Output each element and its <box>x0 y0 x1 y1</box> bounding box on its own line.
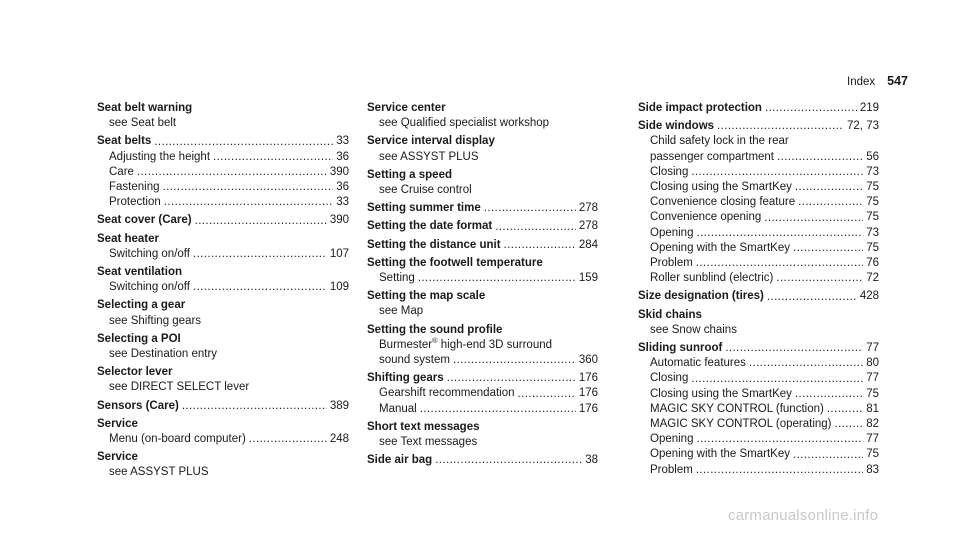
sub-entry <box>97 150 349 165</box>
entry-heading <box>97 213 349 228</box>
entry-heading <box>638 119 879 134</box>
leader-dots <box>827 402 863 417</box>
sub-entry-label: Problem <box>650 257 693 270</box>
sub-entry-label: Opening with the SmartKey <box>650 241 790 254</box>
entry-heading-page[interactable]: 33 <box>336 135 349 148</box>
leader-dots <box>764 211 863 226</box>
entry-heading-label: Selecting a gear <box>97 299 186 312</box>
sub-entry-label: Closing using the SmartKey <box>650 181 792 194</box>
sub-entry-label: see DIRECT SELECT lever <box>109 381 250 394</box>
sub-entry <box>638 165 879 180</box>
entry-heading <box>97 417 349 432</box>
leader-dots <box>418 271 576 286</box>
entry-heading-page[interactable]: 38 <box>585 454 598 467</box>
leader-dots <box>717 119 844 134</box>
index-entry <box>367 134 598 164</box>
sub-entry-label: Convenience opening <box>650 211 762 224</box>
sub-entry-label: MAGIC SKY CONTROL (operating) <box>650 418 832 431</box>
sub-entry-page[interactable]: 72 <box>866 272 879 285</box>
sub-entry-page[interactable]: 77 <box>866 433 879 446</box>
page-header <box>847 74 908 90</box>
entry-heading-label: Shifting gears <box>367 372 444 385</box>
index-entry <box>367 371 598 417</box>
sub-entry <box>97 347 349 362</box>
sub-entry <box>367 116 598 131</box>
leader-dots <box>777 150 863 165</box>
sub-entry-page[interactable]: 56 <box>866 150 879 163</box>
entry-heading <box>97 232 349 247</box>
entry-heading-label: Setting the footwell temperature <box>367 256 543 269</box>
sub-entry <box>638 463 879 478</box>
leader-dots <box>691 165 863 180</box>
index-entry <box>638 101 879 116</box>
entry-heading <box>97 298 349 313</box>
index-entry <box>367 453 598 468</box>
index-entry <box>367 201 598 216</box>
sub-entry-label: Care <box>109 165 134 178</box>
entry-heading <box>367 219 598 234</box>
entry-heading <box>638 341 879 356</box>
leader-dots <box>835 417 864 432</box>
sub-entry <box>97 247 349 262</box>
leader-dots <box>504 238 576 253</box>
entry-heading-label: Side impact protection <box>638 102 762 114</box>
entry-heading-label: Side air bag <box>367 454 433 467</box>
entry-heading-label: Setting the date format <box>367 220 493 233</box>
index-column-1 <box>97 101 349 484</box>
entry-heading-label: Service <box>97 451 138 464</box>
index-entry <box>638 341 879 478</box>
sub-entry-page[interactable]: 75 <box>866 181 879 194</box>
leader-dots <box>518 387 576 402</box>
entry-heading <box>638 308 879 323</box>
entry-heading-page[interactable]: 284 <box>578 238 598 251</box>
entry-heading-label: Sensors (Care) <box>97 399 179 412</box>
sub-entry <box>367 435 598 450</box>
sub-entry <box>367 150 598 165</box>
sub-entry <box>367 183 598 198</box>
leader-dots <box>691 372 863 387</box>
sub-entry <box>367 271 598 286</box>
sub-entry <box>367 353 598 368</box>
index-entry <box>367 323 598 369</box>
sub-entry-label: Opening <box>650 226 694 239</box>
index-column-2 <box>367 101 598 471</box>
sub-entry <box>638 241 879 256</box>
entry-heading <box>97 399 349 414</box>
leader-dots <box>795 180 863 195</box>
sub-entry-page[interactable]: 176 <box>578 402 598 415</box>
index-entry <box>367 219 598 234</box>
index-column-3 <box>638 101 879 481</box>
sub-entry-page[interactable]: 360 <box>578 354 598 367</box>
entry-heading-label: Setting the distance unit <box>367 238 501 251</box>
sub-entry-page[interactable]: 82 <box>866 418 879 431</box>
entry-heading <box>367 101 598 116</box>
sub-entry-label: sound system <box>379 354 450 367</box>
sub-entry-page[interactable]: 109 <box>329 281 349 294</box>
entry-heading <box>367 453 598 468</box>
entry-heading-label: Setting the map scale <box>367 290 486 303</box>
sub-entry-page[interactable]: 75 <box>866 448 879 461</box>
sub-entry-label: see Snow chains <box>650 323 737 336</box>
sub-entry <box>638 195 879 210</box>
sub-entry-label: see Shifting gears <box>109 314 202 327</box>
index-entry <box>97 365 349 395</box>
entry-heading-label: Selecting a POI <box>97 332 181 345</box>
entry-heading-page[interactable]: 176 <box>578 372 598 385</box>
sub-entry-page[interactable]: 176 <box>578 387 598 400</box>
leader-dots <box>696 226 863 241</box>
sub-entry-page[interactable]: 83 <box>866 463 879 476</box>
leader-dots <box>420 402 576 417</box>
leader-dots <box>447 371 576 386</box>
sub-entry <box>97 380 349 395</box>
entry-heading-label: Sliding sunroof <box>638 342 723 355</box>
index-entry <box>638 308 879 338</box>
sub-entry <box>638 256 879 271</box>
leader-dots <box>798 195 863 210</box>
entry-heading-page[interactable]: 428 <box>859 290 879 303</box>
leader-dots <box>453 353 576 368</box>
entry-heading <box>97 365 349 380</box>
sub-entry-label: Opening with the SmartKey <box>650 448 790 461</box>
entry-heading-page[interactable]: 390 <box>329 214 349 227</box>
index-entry <box>97 101 349 131</box>
entry-heading-page[interactable]: 72, 73 <box>847 120 879 133</box>
entry-heading-page[interactable]: 278 <box>578 220 598 233</box>
entry-heading-label: Seat heater <box>97 232 160 245</box>
sub-entry-page[interactable]: 36 <box>336 150 349 163</box>
sub-entry-label: Closing <box>650 372 689 385</box>
sub-entry-page[interactable]: 80 <box>866 357 879 370</box>
leader-dots <box>793 241 863 256</box>
watermark: carmanualsonline.info <box>728 507 879 524</box>
sub-entry-page[interactable]: 77 <box>866 372 879 385</box>
sub-entry-label: Burmester® high-end 3D surround <box>379 336 553 351</box>
sub-entry-label: see ASSYST PLUS <box>109 466 209 479</box>
sub-entry <box>638 150 879 165</box>
index-entry <box>97 450 349 480</box>
index-entry <box>367 420 598 450</box>
entry-heading <box>638 101 879 116</box>
index-entry <box>97 298 349 328</box>
entry-heading <box>367 134 598 149</box>
sub-entry-label: Roller sunblind (electric) <box>650 272 774 285</box>
sub-entry-page[interactable]: 73 <box>866 165 879 178</box>
sub-entry-label: Switching on/off <box>109 281 190 294</box>
index-entry <box>367 101 598 131</box>
index-entry <box>367 168 598 198</box>
leader-dots <box>163 180 334 195</box>
sub-entry <box>638 417 879 432</box>
entry-heading-label: Service <box>97 417 138 430</box>
sub-entry <box>367 338 598 353</box>
leader-dots <box>765 101 857 116</box>
entry-heading-label: Selector lever <box>97 366 173 379</box>
entry-heading <box>97 134 349 149</box>
sub-entry-label: Manual <box>379 402 417 415</box>
entry-heading-label: Seat ventilation <box>97 266 182 279</box>
sub-entry-label: Setting <box>379 272 415 285</box>
leader-dots <box>484 201 576 216</box>
sub-entry <box>638 356 879 371</box>
sub-entry-label: MAGIC SKY CONTROL (function) <box>650 402 824 415</box>
sub-entry-page[interactable]: 33 <box>336 196 349 209</box>
entry-heading <box>367 420 598 435</box>
sub-entry <box>638 447 879 462</box>
sub-entry-label: Closing <box>650 165 689 178</box>
sub-entry-label: Protection <box>109 196 161 209</box>
entry-heading <box>367 238 598 253</box>
leader-dots <box>776 271 863 286</box>
sub-entry-page[interactable]: 390 <box>329 165 349 178</box>
sub-entry-label: see Cruise control <box>379 184 472 197</box>
entry-heading <box>367 371 598 386</box>
index-entry <box>97 232 349 262</box>
sub-entry-label: Child safety lock in the rear <box>650 135 789 148</box>
leader-dots <box>696 256 863 271</box>
entry-heading <box>367 168 598 183</box>
sub-entry-label: Switching on/off <box>109 247 190 260</box>
sub-entry <box>638 323 879 338</box>
sub-entry-page[interactable]: 75 <box>866 387 879 400</box>
sub-entry-label: Opening <box>650 433 694 446</box>
entry-heading-label: Setting a speed <box>367 168 452 181</box>
sub-entry <box>638 432 879 447</box>
entry-heading-label: Size designation (tires) <box>638 290 764 303</box>
sub-entry-label: Problem <box>650 463 693 476</box>
sub-entry-label: see Seat belt <box>109 117 177 130</box>
leader-dots <box>749 356 863 371</box>
entry-heading <box>97 332 349 347</box>
sub-entry-page[interactable]: 248 <box>329 433 349 446</box>
sub-entry <box>638 210 879 225</box>
leader-dots <box>213 150 333 165</box>
leader-dots <box>164 195 333 210</box>
index-entry <box>638 119 879 286</box>
sub-entry <box>97 165 349 180</box>
sub-entry-label: Closing using the SmartKey <box>650 387 792 400</box>
sub-entry-page[interactable]: 75 <box>866 211 879 224</box>
sub-entry <box>97 314 349 329</box>
sub-entry-page[interactable]: 159 <box>578 272 598 285</box>
sub-entry <box>97 465 349 480</box>
entry-heading-label: Seat belt warning <box>97 102 193 114</box>
index-entry <box>97 399 349 414</box>
leader-dots <box>696 463 863 478</box>
sub-entry <box>367 386 598 401</box>
entry-heading-label: Setting summer time <box>367 202 481 215</box>
sub-entry-label: Gearshift recommendation <box>379 387 515 400</box>
sub-entry-page[interactable]: 76 <box>866 257 879 270</box>
sub-entry-page[interactable]: 75 <box>866 241 879 254</box>
leader-dots <box>696 432 863 447</box>
sub-entry <box>638 134 879 149</box>
leader-dots <box>193 280 327 295</box>
sub-entry-label: see ASSYST PLUS <box>379 150 479 163</box>
entry-heading <box>638 289 879 304</box>
entry-heading-label: Seat belts <box>97 135 152 148</box>
entry-heading-label: Seat cover (Care) <box>97 214 192 227</box>
sub-entry <box>367 304 598 319</box>
sub-entry-label: Convenience closing feature <box>650 196 796 209</box>
sub-entry <box>97 280 349 295</box>
leader-dots <box>137 165 327 180</box>
entry-heading <box>97 265 349 280</box>
entry-heading-page[interactable]: 77 <box>866 342 879 355</box>
sub-entry <box>638 180 879 195</box>
sub-entry <box>97 195 349 210</box>
leader-dots <box>182 399 327 414</box>
entry-heading-label: Short text messages <box>367 420 480 433</box>
sub-entry <box>638 226 879 241</box>
entry-heading <box>367 323 598 338</box>
sub-entry-label: Fastening <box>109 181 160 194</box>
sub-entry <box>638 271 879 286</box>
entry-heading-label: Side windows <box>638 120 715 133</box>
index-entry <box>97 417 349 447</box>
index-entry <box>638 289 879 304</box>
sub-entry-label: Menu (on-board computer) <box>109 433 246 446</box>
leader-dots <box>249 432 327 447</box>
sub-entry-page[interactable]: 36 <box>336 181 349 194</box>
entry-heading <box>367 201 598 216</box>
sub-entry <box>97 116 349 131</box>
entry-heading <box>367 256 598 271</box>
sub-entry-label: passenger compartment <box>650 150 775 163</box>
index-entry <box>367 238 598 253</box>
sub-entry <box>638 387 879 402</box>
entry-heading-page[interactable]: 278 <box>578 202 598 215</box>
sub-entry-label: see Text messages <box>379 436 478 449</box>
entry-heading-label: Service interval display <box>367 135 495 148</box>
sub-entry-label: Automatic features <box>650 357 746 370</box>
index-entry <box>97 332 349 362</box>
index-entry <box>97 265 349 295</box>
leader-dots <box>154 135 333 150</box>
sub-entry-label: Adjusting the height <box>109 150 211 163</box>
sub-entry-page[interactable]: 73 <box>866 226 879 239</box>
sub-entry-page[interactable]: 75 <box>866 196 879 209</box>
index-entry <box>97 134 349 210</box>
section-title: Index <box>847 76 876 88</box>
leader-dots <box>435 453 582 468</box>
page-number: 547 <box>887 74 908 88</box>
sub-entry <box>97 180 349 195</box>
sub-entry <box>97 432 349 447</box>
sub-entry-label: see Map <box>379 305 424 318</box>
entry-heading-label: Service center <box>367 102 446 114</box>
sub-entry <box>638 371 879 386</box>
entry-heading-label: Setting the sound profile <box>367 323 503 336</box>
sub-entry-page[interactable]: 81 <box>866 402 879 415</box>
index-entry <box>367 289 598 319</box>
sub-entry <box>638 402 879 417</box>
sub-entry-label: see Qualified specialist workshop <box>379 117 550 130</box>
index-entry <box>367 256 598 286</box>
sub-entry-label: see Destination entry <box>109 348 218 361</box>
entry-heading-label: Skid chains <box>638 308 702 321</box>
leader-dots <box>193 247 327 262</box>
leader-dots <box>795 387 863 402</box>
leader-dots <box>725 341 863 356</box>
leader-dots <box>793 448 863 463</box>
leader-dots <box>767 290 857 305</box>
sub-entry <box>367 402 598 417</box>
leader-dots <box>195 214 327 229</box>
entry-heading <box>97 101 349 116</box>
entry-heading <box>97 450 349 465</box>
index-entry <box>97 213 349 228</box>
entry-heading-page[interactable]: 219 <box>859 102 879 114</box>
entry-heading <box>367 289 598 304</box>
entry-heading-page[interactable]: 389 <box>329 399 349 412</box>
sub-entry-page[interactable]: 107 <box>329 247 349 260</box>
leader-dots <box>495 220 576 235</box>
